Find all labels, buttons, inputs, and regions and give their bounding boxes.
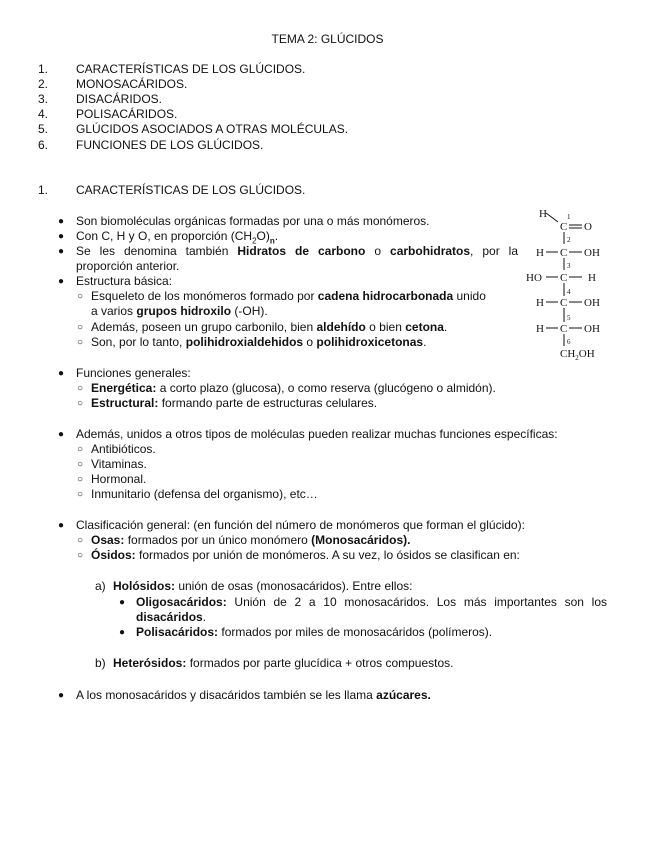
atom-c: C [560, 272, 568, 284]
carbon-number: 5 [567, 314, 571, 322]
atom-c: C [560, 297, 568, 309]
atom-c: C [560, 323, 568, 335]
atom-h: H [588, 272, 596, 284]
atom-h: H [536, 297, 544, 309]
classification-b: b) Heterósidos: formados por parte glucídica + otros compuestos. [95, 656, 454, 670]
atom-h: H [536, 323, 544, 335]
atom-c: C [560, 247, 568, 259]
group-ho: HO [526, 272, 542, 284]
classification-a: a) Holósidos: unión de osas (monosacáridos). Entre ellos: [95, 579, 413, 593]
page-title: TEMA 2: GLÚCIDOS [271, 32, 384, 46]
list-item-continuation: proporción anterior. [76, 259, 180, 273]
carbon-number: 2 [567, 236, 571, 244]
group-oh: OH [584, 323, 600, 335]
carbon-number: 6 [567, 338, 571, 346]
carbon-number: 3 [567, 262, 571, 270]
glucose-structure-diagram [522, 200, 622, 365]
atom-c: C [560, 221, 568, 233]
group-oh: OH [584, 297, 600, 309]
carbon-number: 1 [567, 213, 571, 221]
sub-sub-list-item-continuation: disacáridos. [136, 610, 207, 624]
atom-h: H [536, 247, 544, 259]
group-ch2oh: $CH_2OH$ [560, 348, 595, 362]
carbon-number: 4 [567, 288, 571, 296]
atom-o: O [584, 221, 592, 233]
group-oh: OH [584, 247, 600, 259]
sub-list-item-continuation: a varios grupos hidroxilo (-OH). [91, 304, 268, 318]
atom-h: H [539, 208, 547, 220]
